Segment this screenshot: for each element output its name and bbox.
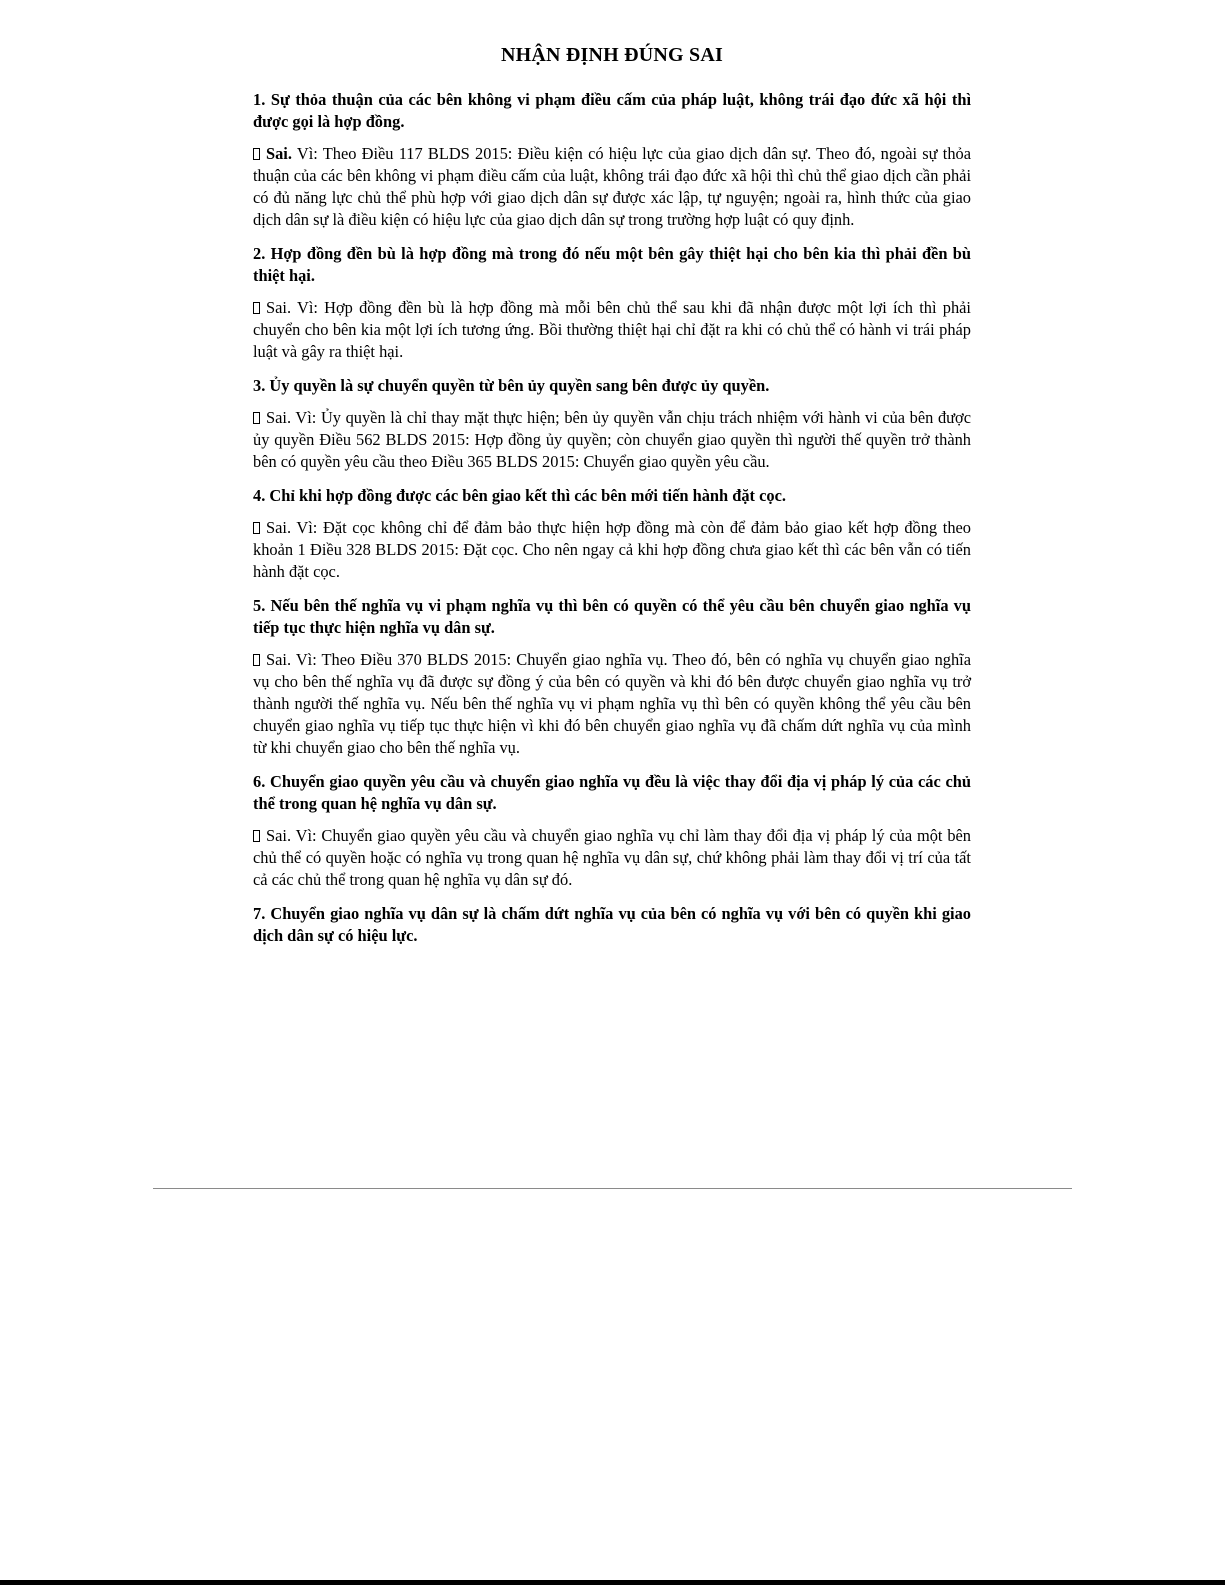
answer-6 — [253, 825, 971, 891]
question-4: 4. Chỉ khi hợp đồng được các bên giao kết thì các bên mới tiến hành đặt cọc. — [253, 486, 786, 505]
bottom-edge-bar — [0, 1580, 1225, 1585]
question-1: 1. Sự thỏa thuận của các bên không vi phạm điều cấm của pháp luật, không trái đạo đức xã hội thì được gọi là hợp đồng. — [253, 90, 971, 131]
answer-text-2: Vì: Hợp đồng đền bù là hợp đồng mà mỗi bên chủ thể sau khi đã nhận được một lợi ích thì phải chuyển cho bên kia một lợi ích tương ứng. Bồi thường thiệt hại chỉ đặt ra khi có chủ thể có hành vi trái pháp luật và gây ra thiệt hại. — [253, 298, 971, 361]
answer-text-3: Vì: Ủy quyền là chỉ thay mặt thực hiện; bên ủy quyền vẫn chịu trách nhiệm với hành vi của bên được ủy quyền Điều 562 BLDS 2015: Hợp đồng ủy quyền; còn chuyển giao quyền thì người thế quyền trở thành bên có quyền yêu cầu theo Điều 365 BLDS 2015: Chuyển giao quyền yêu cầu. — [253, 408, 971, 471]
answer-text-4: Vì: Đặt cọc không chỉ để đảm bảo thực hiện hợp đồng mà còn để đảm bảo giao kết hợp đồng theo khoản 1 Điều 328 BLDS 2015: Đặt cọc. Cho nên ngay cả khi hợp đồng chưa giao kết thì các bên vẫn có tiến hành đặt cọc. — [253, 518, 971, 581]
qa-item-3 — [253, 375, 971, 473]
answer-5 — [253, 649, 971, 759]
answer-4 — [253, 517, 971, 583]
bullet-box-icon — [253, 654, 260, 666]
question-6: 6. Chuyển giao quyền yêu cầu và chuyển giao nghĩa vụ đều là việc thay đổi địa vị pháp lý của các chủ thể trong quan hệ nghĩa vụ dân sự. — [253, 772, 971, 813]
qa-item-5 — [253, 595, 971, 759]
qa-item-7 — [253, 903, 971, 947]
verdict-5: Sai. — [266, 650, 292, 669]
verdict-4: Sai. — [266, 518, 292, 537]
page-title: NHẬN ĐỊNH ĐÚNG SAI — [501, 44, 723, 66]
bullet-box-icon — [253, 412, 260, 424]
verdict-3: Sai. — [266, 408, 292, 427]
answer-2 — [253, 297, 971, 363]
answer-text-1: Vì: Theo Điều 117 BLDS 2015: Điều kiện có hiệu lực của giao dịch dân sự. Theo đó, ngoài sự thỏa thuận của các bên không vi phạm điều cấm của luật, không trái đạo đức xã hội thì chủ thể giao dịch cần phải có đủ năng lực chủ thể phù hợp với giao dịch dân sự được xác lập, tự nguyện; ngoài ra, hình thức của giao dịch dân sự là điều kiện có hiệu lực của giao dịch dân sự trong trường hợp luật có quy định. — [253, 144, 971, 229]
question-3: 3. Ủy quyền là sự chuyển quyền từ bên ủy quyền sang bên được ủy quyền. — [253, 376, 770, 395]
bullet-box-icon — [253, 522, 260, 534]
question-5: 5. Nếu bên thế nghĩa vụ vi phạm nghĩa vụ thì bên có quyền có thể yêu cầu bên chuyển giao nghĩa vụ tiếp tục thực hiện nghĩa vụ dân sự. — [253, 596, 971, 637]
bullet-box-icon — [253, 830, 260, 842]
question-7: 7. Chuyển giao nghĩa vụ dân sự là chấm dứt nghĩa vụ của bên có nghĩa vụ với bên có quyền khi giao dịch dân sự có hiệu lực. — [253, 904, 971, 945]
answer-1 — [253, 143, 971, 231]
bullet-box-icon — [253, 302, 260, 314]
qa-item-2 — [253, 243, 971, 363]
verdict-1: Sai. — [266, 144, 292, 163]
document-page — [253, 44, 971, 957]
answer-text-5: Vì: Theo Điều 370 BLDS 2015: Chuyển giao nghĩa vụ. Theo đó, bên có nghĩa vụ chuyển giao nghĩa vụ cho bên thế nghĩa vụ đã được sự đồng ý của bên có quyền và khi đó bên được chuyển giao nghĩa vụ trở thành người thế nghĩa vụ. Nếu bên thế nghĩa vụ vi phạm nghĩa vụ thì bên có quyền không thể yêu cầu bên chuyển giao nghĩa vụ tiếp tục thực hiện vì khi đó bên chuyển giao nghĩa vụ đã chấm dứt nghĩa vụ của mình từ khi chuyển giao cho bên thế nghĩa vụ. — [253, 650, 971, 757]
page-divider — [153, 1188, 1072, 1189]
verdict-2: Sai. — [266, 298, 292, 317]
answer-3 — [253, 407, 971, 473]
qa-item-1 — [253, 89, 971, 231]
verdict-6: Sai. — [266, 826, 292, 845]
bullet-box-icon — [253, 148, 260, 160]
question-2: 2. Hợp đồng đền bù là hợp đồng mà trong đó nếu một bên gây thiệt hại cho bên kia thì phải đền bù thiệt hại. — [253, 244, 971, 285]
qa-item-6 — [253, 771, 971, 891]
answer-text-6: Vì: Chuyển giao quyền yêu cầu và chuyển giao nghĩa vụ chỉ làm thay đổi địa vị pháp lý của một bên chủ thể có quyền hoặc có nghĩa vụ trong quan hệ nghĩa vụ dân sự, chứ không phải làm thay đổi vị trí của tất cả các chủ thể trong quan hệ nghĩa vụ dân sự đó. — [253, 826, 971, 889]
qa-item-4 — [253, 485, 971, 583]
